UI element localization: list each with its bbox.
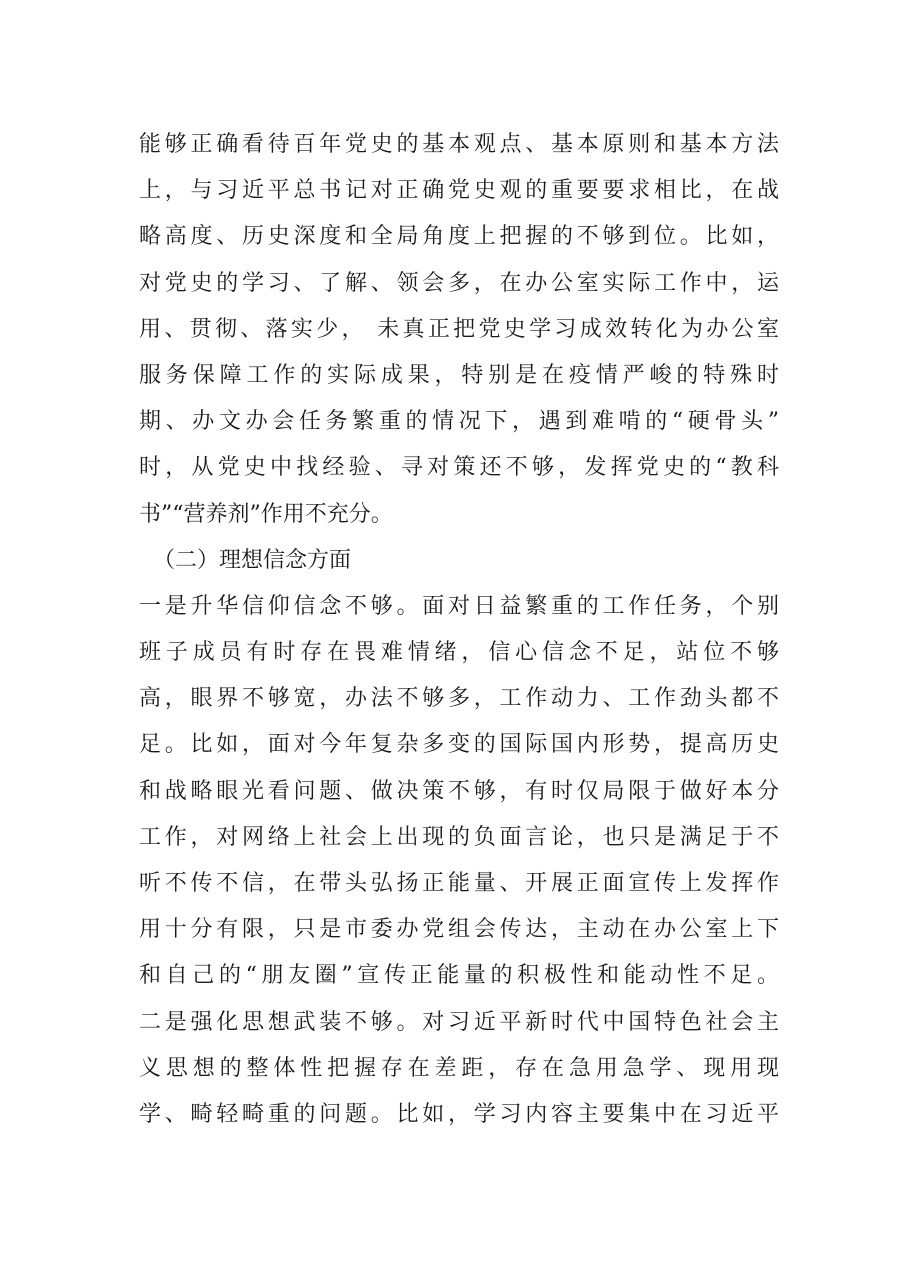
text-line: 略高度、历史深度和全局角度上把握的不够到位。比如， bbox=[139, 224, 779, 250]
text-line: 一是升华信仰信念不够。面对日益繁重的工作任务，个别 bbox=[139, 593, 779, 619]
text-line: 书”“营养剂”作用不充分。 bbox=[139, 501, 393, 527]
text-line: 用十分有限，只是市委办党组会传达，主动在办公室上下 bbox=[139, 917, 779, 943]
text-line: 班子成员有时存在畏难情绪，信心信念不足，站位不够 bbox=[139, 640, 779, 666]
text-line: 对党史的学习、了解、领会多，在办公室实际工作中，运 bbox=[139, 270, 779, 296]
text-line: 和战略眼光看问题、做决策不够，有时仅局限于做好本分 bbox=[139, 778, 779, 804]
text-line: 二是强化思想武装不够。对习近平新时代中国特色社会主 bbox=[139, 1009, 779, 1035]
text-line: 时，从党史中找经验、寻对策还不够，发挥党史的“教科 bbox=[139, 455, 779, 481]
text-line: 听不传不信，在带头弘扬正能量、开展正面宣传上发挥作 bbox=[139, 871, 779, 896]
text-line: 能够正确看待百年党史的基本观点、基本原则和基本方法 bbox=[139, 132, 779, 157]
text-line: 期、办文办会任务繁重的情况下，遇到难啃的“硬骨头” bbox=[139, 409, 779, 435]
text-line: （二）理想信念方面 bbox=[139, 547, 351, 573]
text-line: 工作，对网络上社会上出现的负面言论，也只是满足于不 bbox=[139, 824, 779, 850]
text-line: 服务保障工作的实际成果，特别是在疫情严峻的特殊时 bbox=[139, 362, 779, 388]
text-line: 上，与习近平总书记对正确党史观的重要要求相比，在战 bbox=[139, 178, 779, 204]
text-line: 学、畸轻畸重的问题。比如，学习内容主要集中在习近平 bbox=[139, 1101, 779, 1127]
text-line: 用、贯彻、落实少， 未真正把党史学习成效转化为办公室 bbox=[139, 316, 779, 342]
text-line: 足。比如，面对今年复杂多变的国际国内形势，提高历史 bbox=[139, 732, 779, 758]
text-line: 义思想的整体性把握存在差距，存在急用急学、现用现 bbox=[139, 1055, 779, 1081]
text-line: 高，眼界不够宽，办法不够多，工作动力、工作劲头都不 bbox=[139, 686, 779, 712]
text-line: 和自己的“朋友圈”宣传正能量的积极性和能动性不足。 bbox=[139, 963, 779, 989]
body-text bbox=[139, 122, 779, 1138]
